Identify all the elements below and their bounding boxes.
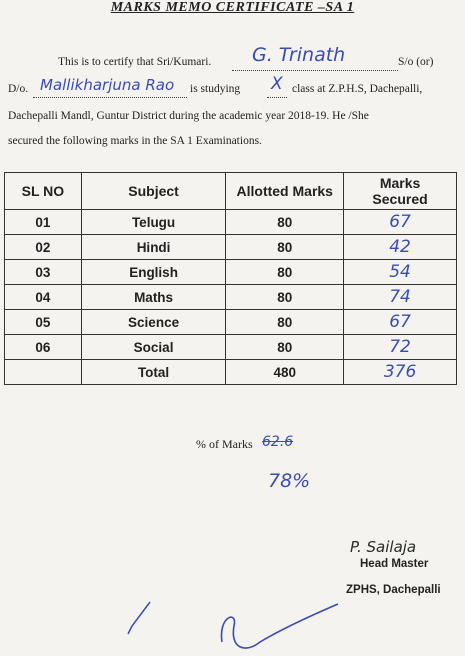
sl-no: 05 (5, 310, 82, 335)
subject: Science (81, 310, 226, 335)
subject: Social (81, 335, 226, 360)
table-header-row (5, 173, 457, 210)
name-blank (232, 70, 398, 71)
allotted: 80 (226, 285, 344, 310)
percent-label: % of Marks (196, 437, 253, 451)
school-label: ZPHS, Dachepalli (346, 584, 441, 596)
secured: 74 (344, 285, 457, 310)
head-master-signature: P. Sailaja (350, 538, 417, 556)
table-row (5, 335, 457, 360)
subject: Maths (81, 285, 226, 310)
subject: English (81, 260, 226, 285)
secured: 72 (344, 335, 457, 360)
sl-no: 02 (5, 235, 82, 260)
table-row (5, 285, 457, 310)
table-row (5, 260, 457, 285)
certificate-title: MARKS MEMO CERTIFICATE –SA 1 (110, 0, 355, 15)
secured: 67 (344, 310, 457, 335)
do-prefix: D/o. (8, 83, 29, 95)
allotted: 80 (226, 235, 344, 260)
studying-label: is studying (190, 83, 241, 95)
secured: 67 (344, 210, 457, 235)
subject: Telugu (81, 210, 226, 235)
parent-blank (33, 97, 187, 98)
subject: Hindi (81, 235, 226, 260)
allotted: 80 (226, 335, 344, 360)
tick-mark-right (221, 604, 338, 648)
sl-no: 01 (5, 210, 82, 235)
sl-no: 03 (5, 260, 82, 285)
certify-line3: Dachepalli Mandl, Guntur District during the academic year 2018-19. He /She (8, 110, 369, 122)
class-blank (267, 97, 287, 98)
header-subject: Subject (81, 173, 226, 210)
secured: 42 (344, 235, 457, 260)
table-row (5, 310, 457, 335)
table-row (5, 210, 457, 235)
header-secured: Marks Secured (344, 173, 457, 210)
total-secured: 376 (344, 360, 457, 385)
sl-no: 06 (5, 335, 82, 360)
check-marks-icon (110, 596, 340, 656)
class-value: X (271, 74, 283, 94)
sl-no: 04 (5, 285, 82, 310)
head-master-label: Head Master (360, 558, 429, 570)
tick-mark-left (128, 602, 150, 634)
percent-value: 78% (268, 470, 311, 492)
total-allotted: 480 (226, 360, 344, 385)
percent-struck-value: 62.6 (262, 434, 294, 450)
allotted: 80 (226, 310, 344, 335)
secured: 54 (344, 260, 457, 285)
certify-suffix: S/o (or) (398, 56, 434, 68)
total-sl-empty (5, 360, 82, 385)
certify-line4: secured the following marks in the SA 1 Examinations. (8, 135, 262, 147)
studying-suffix: class at Z.P.H.S, Dachepalli, (292, 83, 423, 95)
student-name: G. Trinath (252, 44, 346, 66)
table-total-row (5, 360, 457, 385)
table-row (5, 235, 457, 260)
parent-name: Mallikharjuna Rao (40, 76, 175, 94)
marks-table (4, 172, 457, 385)
header-sl-no: SL NO (5, 173, 82, 210)
allotted: 80 (226, 210, 344, 235)
total-label: Total (81, 360, 226, 385)
allotted: 80 (226, 260, 344, 285)
header-allotted: Allotted Marks (226, 173, 344, 210)
certify-prefix: This is to certify that Sri/Kumari. (58, 56, 212, 68)
